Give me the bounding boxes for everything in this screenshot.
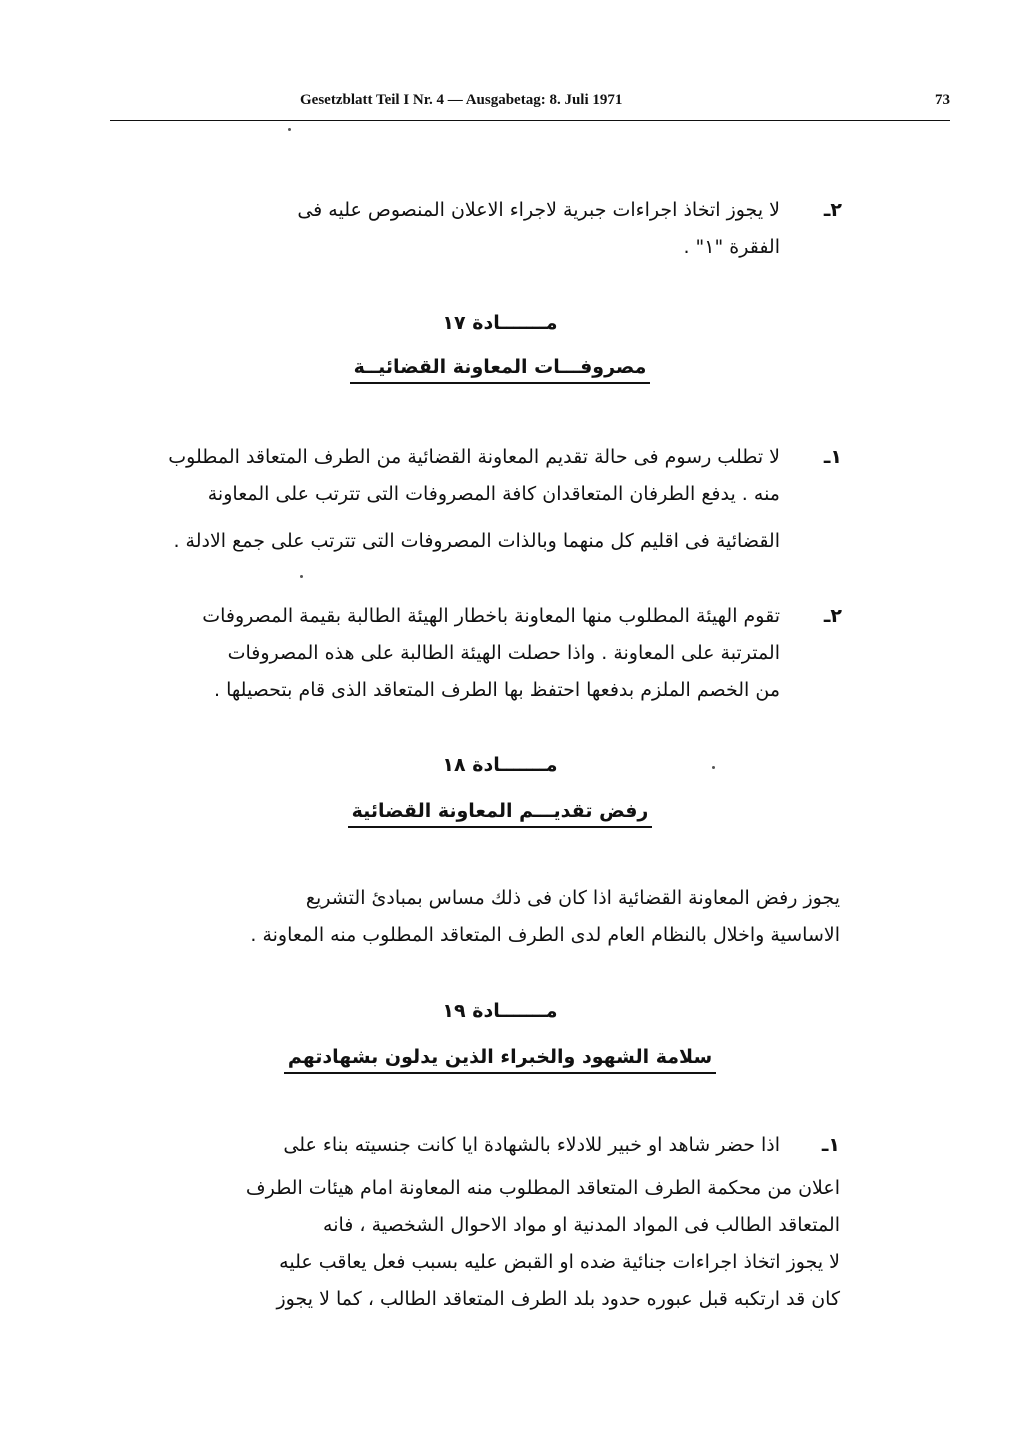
article-17-heading: مصروفـــات المعاونة القضائيــة [300,356,700,384]
running-head: Gesetzblatt Teil I Nr. 4 — Ausgabetag: 8. Juli 1971 [300,92,623,108]
scan-speck [288,128,291,131]
art19-p1-line-2: اعلان من محكمة الطرف المتعاقد المطلوب منه المعاونة امام هيئات الطرف [245,1177,840,1199]
scan-speck [712,766,715,769]
intro-number: ٢ـ [823,199,842,221]
page-header [110,92,950,120]
art19-p1-line-5: كان قد ارتكبه قبل عبوره حدود بلد الطرف المتعاقد الطالب ، كما لا يجوز [276,1288,840,1310]
article-19-title: مـــــــادة ١٩ [442,1000,558,1022]
art17-p1-line-2: منه . يدفع الطرفان المتعاقدان كافة المصروفات التى تترتب على المعاونة [207,483,780,505]
art19-p1-line-3: المتعاقد الطالب فى المواد المدنية او مواد الاحوال الشخصية ، فانه [323,1214,840,1236]
article-17-para-2 [160,598,842,709]
article-19-heading: سلامة الشهود والخبراء الذين يدلون بشهادتهم [240,1046,760,1074]
art18-p1-line-2: الاساسية واخلال بالنظام العام لدى الطرف المتعاقد المطلوب منه المعاونة . [250,924,840,946]
art17-p1-number: ١ـ [823,446,842,468]
article-18-para-1 [160,880,840,954]
article-17-title: مـــــــادة ١٧ [442,312,558,334]
art17-p2-line-2: المترتبة على المعاونة . واذا حصلت الهيئة الطالبة على هذه المصروفات [227,642,780,664]
article-17-para-1 [160,439,842,560]
art17-p2-number: ٢ـ [823,605,842,627]
art17-p1-line-1: ١ـ لا تطلب رسوم فى حالة تقديم المعاونة القضائية من الطرف المتعاقد المطلوب [160,439,780,476]
intro-line-1: ٢ـ لا يجوز اتخاذ اجراءات جبرية لاجراء الاعلان المنصوص عليه فى [180,192,780,229]
art17-p2-line-1: ٢ـ تقوم الهيئة المطلوب منها المعاونة باخطار الهيئة الطالبة بقيمة المصروفات [160,598,780,635]
article-18-heading: رفض تقديـــم المعاونة القضائية [300,800,700,828]
intro-paragraph [180,192,842,266]
scan-speck [300,575,303,578]
art17-p2-line-3: من الخصم الملزم بدفعها احتفظ بها الطرف المتعاقد الذى قام بتحصيلها . [214,679,780,701]
art19-p1-number: ١ـ [821,1134,840,1156]
article-18-title: مـــــــادة ١٨ [442,754,558,776]
art18-p1-line-1: يجوز رفض المعاونة القضائية اذا كان فى ذلك مساس بمبادئ التشريع [305,887,840,909]
header-rule [110,120,950,121]
intro-line-2: الفقرة "١" . [683,236,780,258]
art19-p1-line-1: ١ـ اذا حضر شاهد او خبير للادلاء بالشهادة ايا كانت جنسيته بناء على [160,1127,780,1164]
page-number: 73 [935,92,950,108]
art17-p1-line-3: القضائية فى اقليم كل منهما وبالذات المصروفات التى تترتب على جمع الادلة . [173,530,780,552]
art19-p1-line-4: لا يجوز اتخاذ اجراءات جنائية ضده او القبض عليه بسبب فعل يعاقب عليه [279,1251,840,1273]
article-19-para-1 [160,1127,840,1318]
